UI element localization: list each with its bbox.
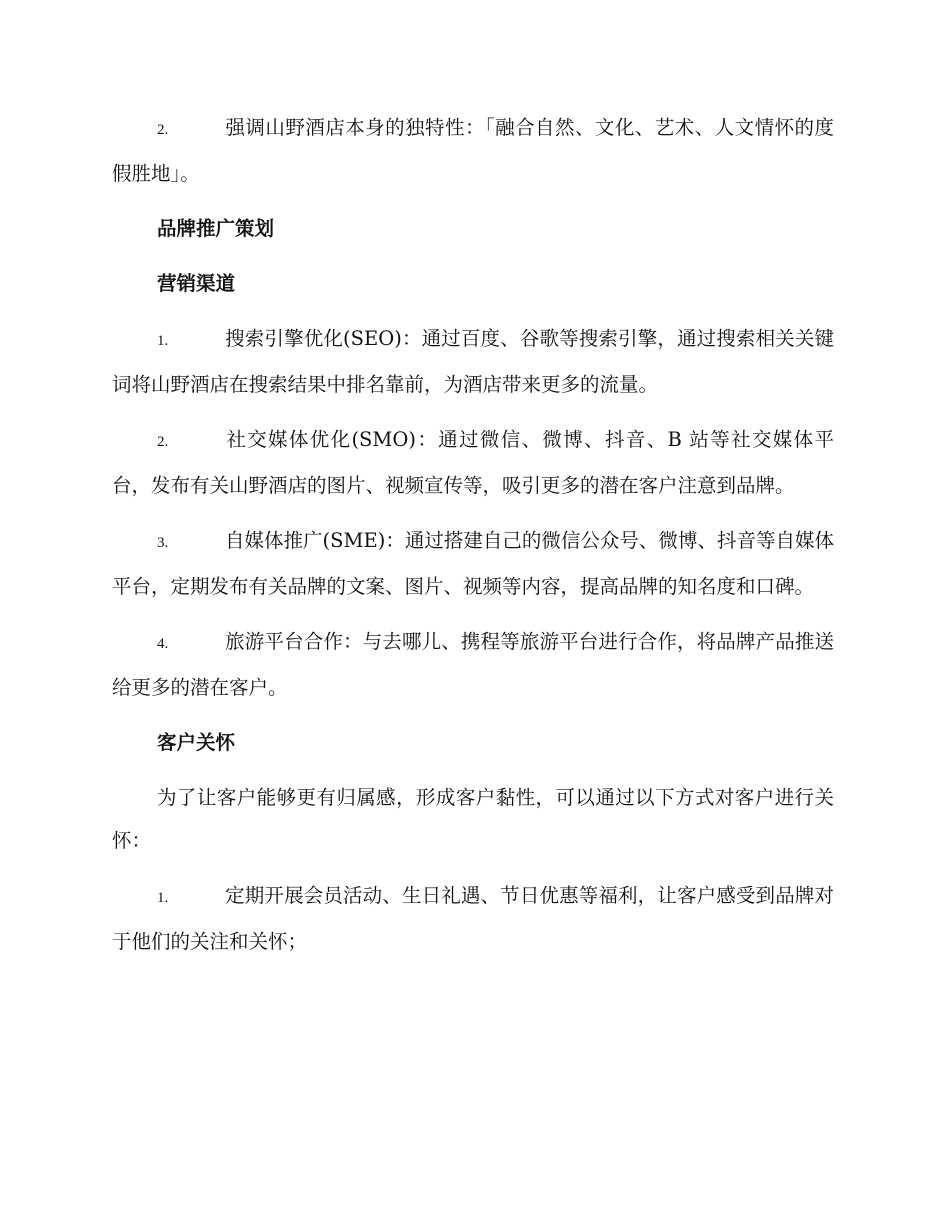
list-item-sme xyxy=(112,519,834,608)
list-item-seo xyxy=(112,317,834,406)
list-item-uniqueness xyxy=(112,106,834,195)
list-item-member-activities xyxy=(112,874,834,963)
list-number: 2. xyxy=(157,434,169,450)
document-page xyxy=(112,106,834,975)
list-number: 1. xyxy=(157,333,169,349)
list-item-travel-platform xyxy=(112,620,834,709)
list-text: 旅游平台合作：与去哪儿、携程等旅游平台进行合作，将品牌产品推送给更多的潜在客户。 xyxy=(112,630,834,699)
list-item-smo xyxy=(112,418,834,507)
heading-marketing-channels: 营销渠道 xyxy=(157,272,236,295)
customer-care-intro: 为了让客户能够更有归属感，形成客户黏性，可以通过以下方式对客户进行关怀： xyxy=(112,786,834,852)
list-text: 自媒体推广(SME)：通过搭建自己的微信公众号、微博、抖音等自媒体平台，定期发布有关品牌的文案、图片、视频等内容，提高品牌的知名度和口碑。 xyxy=(112,529,834,598)
heading-customer-care: 客户关怀 xyxy=(157,731,236,754)
list-text: 社交媒体优化(SMO)：通过微信、微博、抖音、B 站等社交媒体平台，发布有关山野酒店的图片、视频宣传等，吸引更多的潜在客户注意到品牌。 xyxy=(112,428,834,497)
list-number: 4. xyxy=(157,636,169,652)
list-text: 强调山野酒店本身的独特性：「融合自然、文化、艺术、人文情怀的度假胜地」。 xyxy=(112,116,834,185)
list-number: 2. xyxy=(157,122,169,138)
list-text: 定期开展会员活动、生日礼遇、节日优惠等福利，让客户感受到品牌对于他们的关注和关怀； xyxy=(112,884,834,953)
list-number: 3. xyxy=(157,535,169,551)
list-number: 1. xyxy=(157,890,169,906)
section-title-brand-promotion: 品牌推广策划 xyxy=(157,217,275,240)
list-text: 搜索引擎优化(SEO)：通过百度、谷歌等搜索引擎，通过搜索相关关键词将山野酒店在搜索结果中排名靠前，为酒店带来更多的流量。 xyxy=(112,327,834,396)
